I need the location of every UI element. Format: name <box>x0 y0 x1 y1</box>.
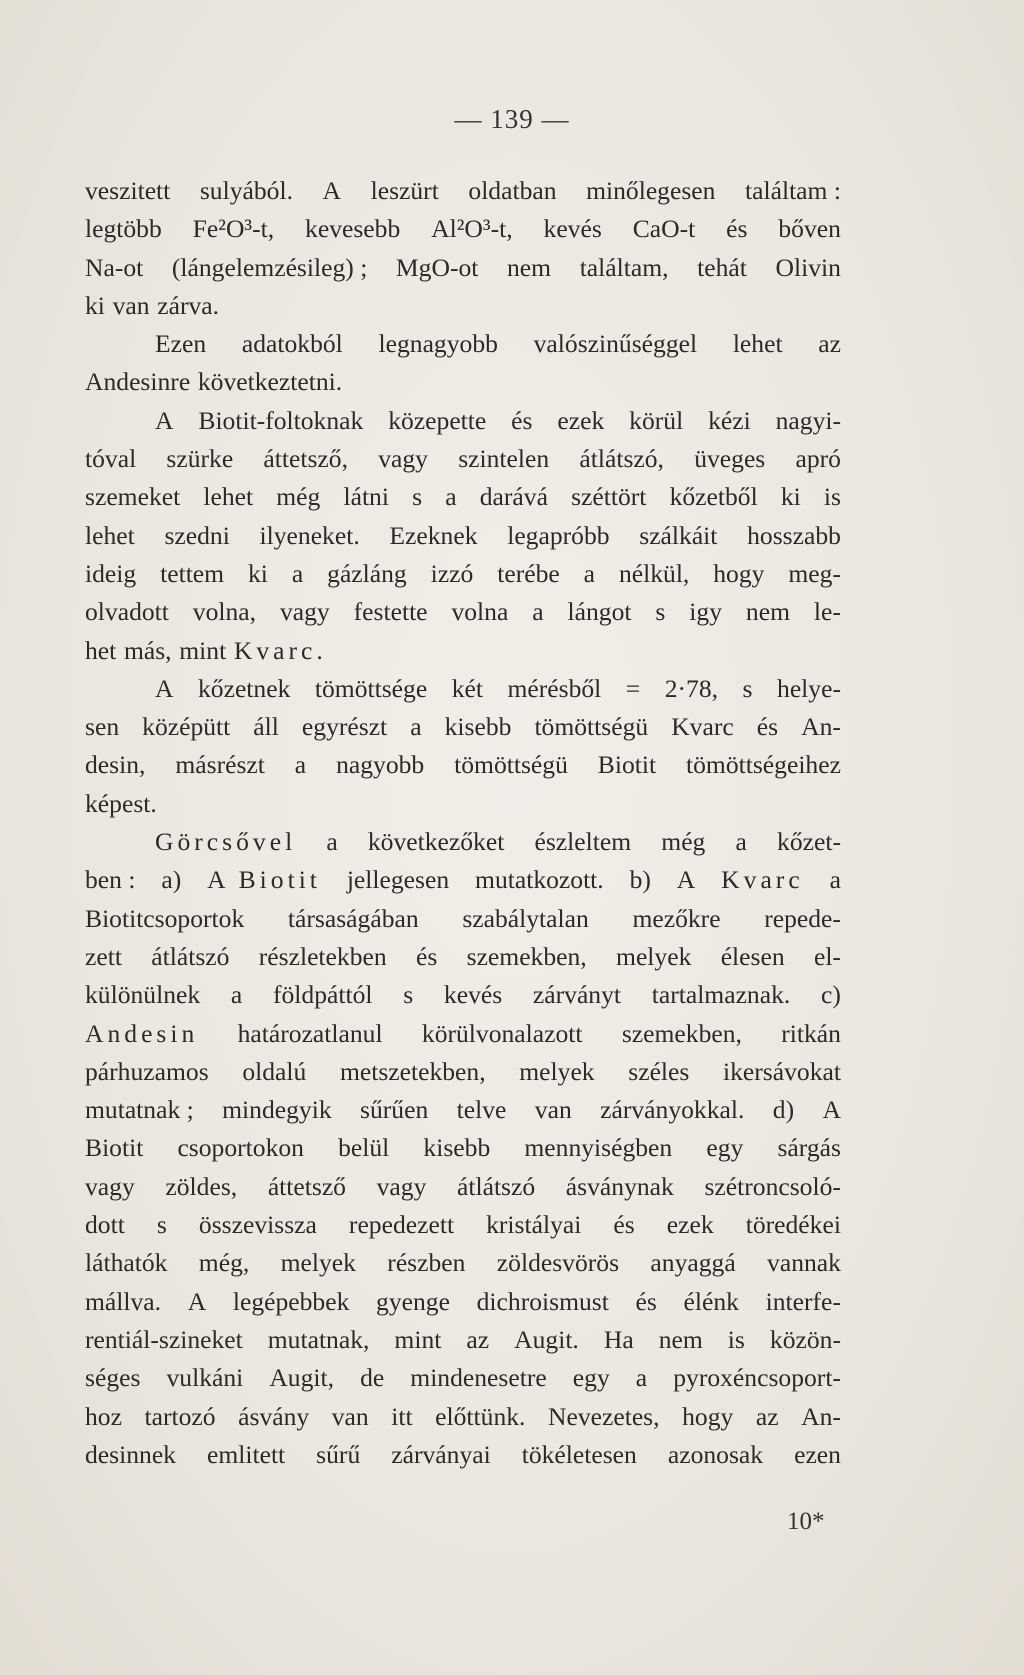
word: izzó <box>430 558 474 588</box>
word: s <box>412 482 423 512</box>
word: az <box>466 1324 490 1354</box>
text-line <box>85 900 841 938</box>
word: van <box>331 1401 369 1431</box>
word: volna, <box>192 597 257 627</box>
word: telve <box>456 1095 507 1125</box>
signature-mark: 10* <box>787 1508 825 1535</box>
word: széles <box>628 1056 690 1086</box>
word: egy <box>572 1363 610 1393</box>
text-line <box>85 861 841 899</box>
word: ilyeneket. <box>259 520 360 550</box>
word: szétroncsoló- <box>704 1171 841 1201</box>
text-line <box>85 287 841 325</box>
word: hogy <box>682 1401 734 1431</box>
word: kisebb <box>444 712 512 742</box>
word: meg- <box>788 558 841 588</box>
word: sűrűen <box>360 1095 429 1125</box>
text-line <box>85 1244 841 1282</box>
text-line <box>85 1053 841 1091</box>
word: ásvány <box>238 1401 310 1431</box>
text-line <box>85 325 841 363</box>
word: s <box>742 673 753 703</box>
word: a <box>735 827 747 857</box>
word: földpáttól <box>272 980 373 1010</box>
word: ezen <box>794 1439 841 1469</box>
word: Na-ot <box>85 252 144 282</box>
word: veszitett <box>85 176 171 205</box>
word: séges <box>85 1363 141 1393</box>
text-line <box>85 708 841 746</box>
word: Kvarc <box>671 712 734 742</box>
word: mennyiségben <box>524 1133 673 1163</box>
word: zárványokkal. <box>600 1095 745 1125</box>
word: ezek <box>557 405 605 435</box>
word: sárgás <box>777 1133 841 1163</box>
word: Fe²O³-t, <box>192 214 275 244</box>
word: mutatnak, <box>267 1324 370 1354</box>
word: Kvarc <box>721 865 804 895</box>
word: legapróbb <box>507 520 610 550</box>
word: desinnek <box>85 1439 176 1469</box>
word: dichroismust <box>476 1286 609 1316</box>
word: társaságában <box>287 903 419 933</box>
word: vulkáni <box>166 1363 244 1393</box>
word: anyaggá <box>650 1248 736 1278</box>
text-line <box>85 1168 841 1206</box>
word: Al²O³-t, <box>431 214 513 244</box>
word: tökéletesen <box>521 1439 637 1469</box>
word: találtam : <box>745 176 841 205</box>
word: mállva. <box>85 1286 162 1316</box>
word: An- <box>801 712 841 742</box>
word: vagy <box>378 444 428 474</box>
word: pyroxéncsoport- <box>673 1363 841 1393</box>
word: körülvonalazott <box>421 1018 583 1048</box>
word: darává <box>479 482 548 512</box>
word: vagy <box>279 597 330 627</box>
word: terébe <box>497 558 560 588</box>
word: de <box>360 1363 385 1393</box>
text-line <box>85 785 841 823</box>
word: ritkán <box>781 1018 841 1048</box>
word: A <box>155 673 174 703</box>
text-line <box>85 670 841 708</box>
text-line <box>85 1321 841 1359</box>
word: és <box>756 712 779 742</box>
word: Andesin <box>85 1018 199 1048</box>
word: töredékei <box>745 1210 841 1240</box>
word: igy <box>689 597 722 627</box>
word: két <box>451 673 483 703</box>
text-line <box>85 1283 841 1321</box>
text-line <box>85 823 841 861</box>
word: A <box>822 1095 841 1125</box>
word: mint <box>179 635 227 665</box>
word: vagy <box>376 1171 427 1201</box>
word: kevesebb <box>305 214 401 244</box>
word: vagy <box>85 1171 135 1201</box>
word: rentiál-szineket <box>85 1324 243 1354</box>
word: szürke <box>166 444 234 474</box>
word: Kvarc. <box>233 635 327 665</box>
word: nem <box>507 252 552 282</box>
word: Biotit <box>85 1133 144 1163</box>
word: szemekben, <box>466 941 587 971</box>
word: vannak <box>767 1248 841 1278</box>
word: A <box>322 176 342 205</box>
word: A <box>187 1286 207 1316</box>
word: helye- <box>777 673 841 703</box>
word: melyek <box>616 941 692 971</box>
word: különülnek <box>85 980 201 1010</box>
word: hogy <box>713 558 765 588</box>
word: más, <box>123 635 172 665</box>
word: a) <box>161 865 182 895</box>
body-text <box>85 172 841 1474</box>
word: ideig <box>85 558 137 588</box>
word: és <box>511 405 533 435</box>
word: A <box>676 865 696 895</box>
word: kézi <box>708 405 751 435</box>
word: oldatban <box>468 176 557 205</box>
word: hoz <box>85 1401 122 1431</box>
word: kisebb <box>423 1133 491 1163</box>
text-line <box>85 249 841 287</box>
word: adatokból <box>241 329 343 359</box>
word: mezőkre <box>632 903 721 933</box>
word: szedni <box>164 520 230 550</box>
word: következőket <box>367 827 505 857</box>
text-line <box>85 1436 841 1474</box>
word: sen <box>85 712 120 742</box>
word: olvadott <box>85 597 169 627</box>
word: ezek <box>666 1210 714 1240</box>
word: zöldesvörös <box>496 1248 620 1278</box>
word: kevés <box>543 214 602 244</box>
word: interfe- <box>765 1286 841 1316</box>
word: tehát <box>697 252 747 282</box>
word: mindegyik <box>222 1095 332 1125</box>
word: másrészt <box>175 750 265 780</box>
word: s <box>156 1210 167 1240</box>
word: sűrű <box>316 1439 361 1469</box>
word: emlitett <box>206 1439 286 1469</box>
word: tartalmaznak. <box>651 980 791 1010</box>
text-line <box>85 1398 841 1436</box>
word: mindenesetre <box>410 1363 547 1393</box>
word: láthatók <box>85 1248 168 1278</box>
word: a <box>635 1363 648 1393</box>
word: kőzet- <box>777 827 841 857</box>
word: részletekben <box>258 941 387 971</box>
word: gyenge <box>376 1286 450 1316</box>
text-line <box>85 440 841 478</box>
word: el- <box>813 941 841 971</box>
word: élénk <box>683 1286 739 1316</box>
text-line <box>85 746 841 784</box>
word: nélkül, <box>618 558 690 588</box>
word: szemekben, <box>621 1018 742 1048</box>
word: a <box>294 750 307 780</box>
word: párhuzamos <box>85 1056 209 1086</box>
word: átlátszó <box>457 1171 536 1201</box>
text-line <box>85 1015 841 1053</box>
word: is <box>727 1324 745 1354</box>
word: tömöttségü <box>454 750 568 780</box>
word: jellegesen <box>346 865 450 895</box>
word: desin, <box>85 750 146 780</box>
word: Olivin <box>775 252 841 282</box>
text-line <box>85 1129 841 1167</box>
word: dott <box>85 1210 125 1240</box>
word: észleltem <box>534 827 632 857</box>
word: Nevezetes, <box>547 1401 660 1431</box>
word: repedezett <box>348 1210 455 1240</box>
word: előttünk. <box>435 1401 526 1431</box>
word: következtetni. <box>197 367 343 397</box>
word: tettem <box>160 558 225 588</box>
word: melyek <box>280 1248 356 1278</box>
word: és <box>613 1210 635 1240</box>
word: Biotit-foltoknak <box>198 405 364 435</box>
word: Augit, <box>269 1363 335 1393</box>
word: tömöttségü <box>534 712 649 742</box>
word: áll <box>253 712 279 742</box>
word: 2·78, <box>664 673 719 703</box>
word: még, <box>198 1248 250 1278</box>
word: ki <box>780 482 801 512</box>
text-line <box>85 1359 841 1397</box>
word: Ezen <box>155 329 207 359</box>
word: szabálytalan <box>462 903 589 933</box>
word: határozatlanul <box>237 1018 383 1048</box>
text-line <box>85 172 841 210</box>
word: csoportokon <box>177 1133 304 1163</box>
word: volna <box>451 597 509 627</box>
word: kőzetnek <box>197 673 291 703</box>
word: a <box>230 980 243 1010</box>
word: b) <box>629 865 651 895</box>
word: és <box>726 214 748 244</box>
word: nagyobb <box>336 750 425 780</box>
word: melyek <box>519 1056 595 1086</box>
word: és <box>415 941 438 971</box>
word: egyrészt <box>301 712 388 742</box>
word: mint <box>394 1324 442 1354</box>
word: lángot <box>567 597 632 627</box>
word: valószinűséggel <box>533 329 698 359</box>
word: A <box>155 405 174 435</box>
word: képest. <box>85 788 157 818</box>
word: zöldes, <box>165 1171 238 1201</box>
word: het <box>85 635 117 665</box>
word: az <box>818 329 841 359</box>
word: ikersávokat <box>723 1056 841 1086</box>
word: tömöttsége <box>314 673 428 703</box>
word: sulyából. <box>199 176 293 205</box>
word: áttetsző, <box>263 444 348 474</box>
word: közön- <box>769 1324 841 1354</box>
word: nagyi- <box>775 405 841 435</box>
word: az <box>755 1401 779 1431</box>
word: CaO-t <box>632 214 696 244</box>
word: Augit. <box>514 1324 579 1354</box>
word: üveges <box>694 444 766 474</box>
word: = <box>625 673 641 703</box>
word: a <box>583 558 596 588</box>
word: ben : <box>85 865 136 895</box>
word: (lángelemzésileg) ; <box>171 252 368 282</box>
text-line <box>85 555 841 593</box>
word: szintelen <box>458 444 550 474</box>
word: és <box>635 1286 657 1316</box>
word: A Biotit <box>207 865 321 895</box>
text-line <box>85 976 841 1014</box>
word: c) <box>821 980 841 1010</box>
word: belül <box>338 1133 390 1163</box>
word: szálkáit <box>639 520 718 550</box>
page-number: — 139 — <box>454 104 570 134</box>
text-line <box>85 1206 841 1244</box>
word: a <box>829 865 841 895</box>
word: tartozó <box>144 1401 216 1431</box>
word: d) <box>772 1095 795 1125</box>
word: Görcsővel <box>155 827 297 857</box>
word: nem <box>745 597 790 627</box>
word: még <box>661 827 706 857</box>
word: tóval <box>85 444 137 474</box>
word: a <box>445 482 457 512</box>
word: is <box>823 482 841 512</box>
word: körül <box>629 405 684 435</box>
word: zárva. <box>157 290 220 320</box>
word: lehet <box>85 520 135 550</box>
text-line <box>85 632 841 670</box>
word: élesen <box>720 941 785 971</box>
word: zárványt <box>532 980 622 1010</box>
word: legépebbek <box>232 1286 350 1316</box>
text-line <box>85 478 841 516</box>
word: Ha <box>603 1324 634 1354</box>
word: MgO-ot <box>395 252 479 282</box>
text-line <box>85 402 841 440</box>
word: lehet <box>203 482 254 512</box>
word: széttört <box>571 482 647 512</box>
text-line <box>85 938 841 976</box>
word: minőlegesen <box>586 176 716 205</box>
word: egy <box>706 1133 744 1163</box>
word: festette <box>353 597 428 627</box>
word: kevés <box>443 980 503 1010</box>
word: tömöttségeihez <box>686 750 841 780</box>
text-line <box>85 210 841 248</box>
word: áttetsző <box>267 1171 346 1201</box>
text-line <box>85 363 841 401</box>
word: van <box>534 1095 572 1125</box>
word: zárványai <box>391 1439 491 1469</box>
word: átlátszó <box>151 941 230 971</box>
word: a <box>410 712 422 742</box>
word: középütt <box>142 712 231 742</box>
text-line <box>85 1091 841 1129</box>
text-line <box>85 517 841 555</box>
word: van <box>112 290 150 320</box>
word: mutatnak ; <box>85 1095 194 1125</box>
text-line <box>85 593 841 631</box>
word: azonosak <box>667 1439 764 1469</box>
word: Biotitcsoportok <box>85 903 245 933</box>
word: a <box>532 597 544 627</box>
word: lehet <box>732 329 783 359</box>
word: összevissza <box>198 1210 317 1240</box>
word: Ezeknek <box>389 520 478 550</box>
word: ki <box>248 558 268 588</box>
word: kristályai <box>486 1210 582 1240</box>
word: látni <box>343 482 389 512</box>
word: An- <box>801 1401 841 1431</box>
word: repede- <box>764 903 841 933</box>
word: a <box>326 827 338 857</box>
word: Biotit <box>597 750 657 780</box>
word: ásványnak <box>565 1171 674 1201</box>
word: s <box>403 980 414 1010</box>
word: legnagyobb <box>378 329 498 359</box>
word: kőzetből <box>669 482 758 512</box>
word: ki <box>85 290 105 320</box>
word: szemeket <box>85 482 181 512</box>
word: találtam, <box>579 252 669 282</box>
word: apró <box>795 444 841 474</box>
word: mérésből <box>507 673 602 703</box>
word: közepette <box>388 405 487 435</box>
word: oldalú <box>242 1056 307 1086</box>
word: hosszabb <box>747 520 841 550</box>
word: még <box>276 482 321 512</box>
word: Andesinre <box>85 367 191 397</box>
word: s <box>655 597 666 627</box>
word: legtöbb <box>85 214 162 244</box>
word: a <box>291 558 304 588</box>
word: leszürt <box>370 176 439 205</box>
word: átlátszó, <box>579 444 664 474</box>
word: részben <box>387 1248 466 1278</box>
word: itt <box>391 1401 413 1431</box>
word: mutatkozott. <box>475 865 604 895</box>
word: bőven <box>778 214 841 244</box>
word: zett <box>85 941 122 971</box>
word: le- <box>813 597 841 627</box>
word: metszetekben, <box>339 1056 486 1086</box>
word: gázláng <box>327 558 407 588</box>
word: nem <box>658 1324 703 1354</box>
